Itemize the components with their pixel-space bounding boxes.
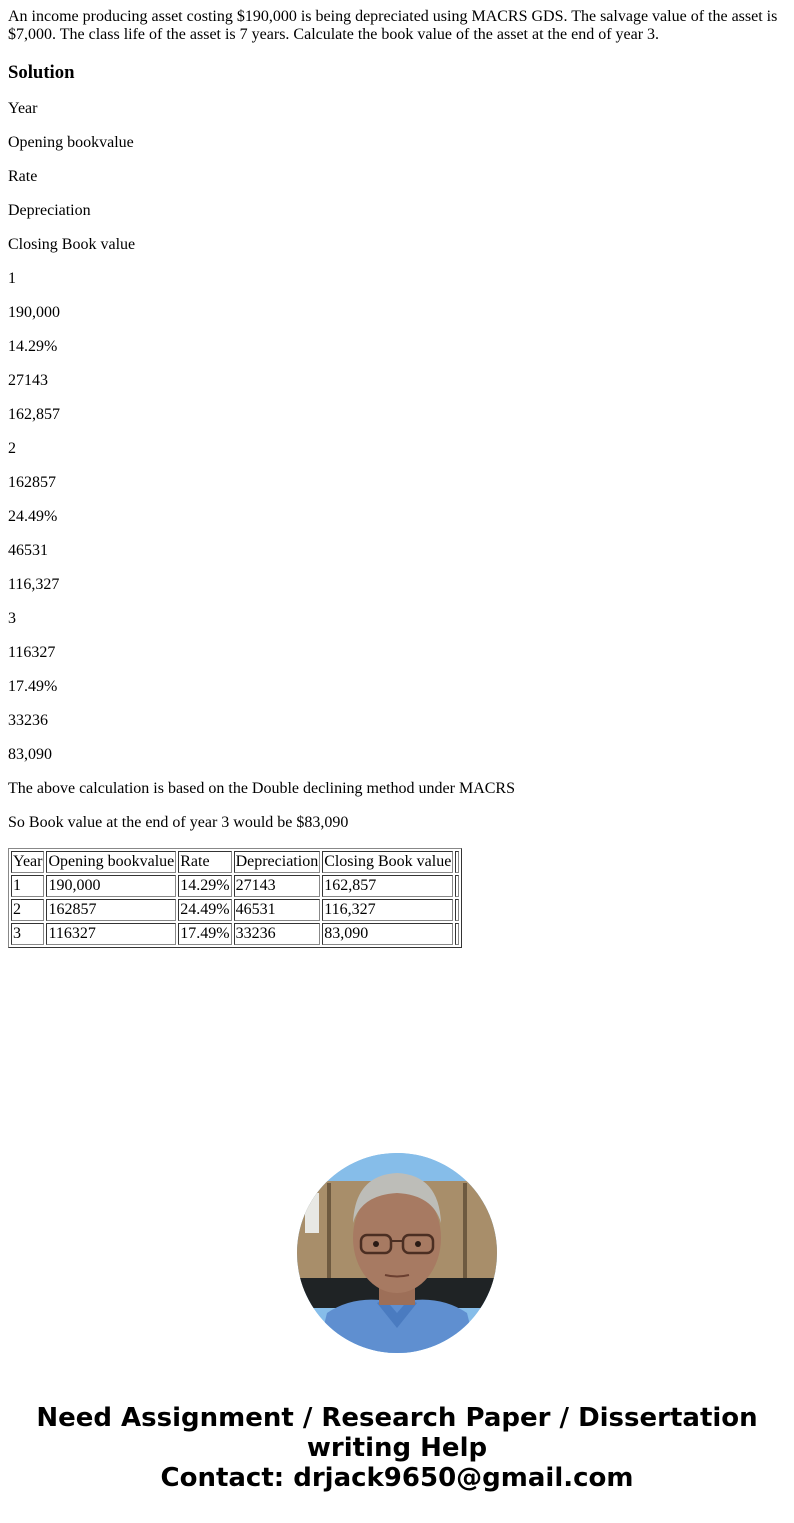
table-cell: 83,090 xyxy=(322,923,453,945)
solution-line: 2 xyxy=(8,440,16,457)
solution-lines xyxy=(8,100,786,832)
table-cell: 17.49% xyxy=(178,923,231,945)
solution-line: 17.49% xyxy=(8,678,58,695)
solution-line: Closing Book value xyxy=(8,236,136,253)
solution-line: Year xyxy=(8,100,38,117)
solution-line: 190,000 xyxy=(8,304,60,321)
empty-cell xyxy=(455,899,459,921)
solution-line: 116327 xyxy=(8,644,56,661)
table-cell: 116,327 xyxy=(322,899,453,921)
contact-banner xyxy=(0,1403,794,1493)
table-row xyxy=(11,875,459,897)
solution-line: 27143 xyxy=(8,372,48,389)
empty-cell xyxy=(455,923,459,945)
solution-line: 3 xyxy=(8,610,16,627)
solution-line: Rate xyxy=(8,168,38,185)
table-row xyxy=(11,923,459,945)
final-answer: So Book value at the end of year 3 would be $83,090 xyxy=(8,814,349,831)
table-cell: 190,000 xyxy=(46,875,176,897)
contact-email: Contact: drjack9650@gmail.com xyxy=(160,1463,634,1493)
table-cell: 14.29% xyxy=(178,875,231,897)
portrait-image xyxy=(297,1153,497,1353)
table-cell: 24.49% xyxy=(178,899,231,921)
solution-line: 116,327 xyxy=(8,576,60,593)
table-cell: 162,857 xyxy=(322,875,453,897)
empty-cell xyxy=(455,851,459,873)
table-row xyxy=(11,899,459,921)
author-avatar xyxy=(297,1153,497,1353)
table-header-cell: Closing Book value xyxy=(322,851,453,873)
solution-line: Depreciation xyxy=(8,202,91,219)
table-cell: 1 xyxy=(11,875,44,897)
table-header-cell: Year xyxy=(11,851,44,873)
solution-line: 33236 xyxy=(8,712,48,729)
table-cell: 116327 xyxy=(46,923,176,945)
method-note: The above calculation is based on the Double declining method under MACRS xyxy=(8,780,515,797)
solution-line: 24.49% xyxy=(8,508,58,525)
table-header-cell: Depreciation xyxy=(234,851,321,873)
banner-line-1: Need Assignment / Research Paper / Dissertation xyxy=(36,1403,758,1433)
banner-line-2: writing Help xyxy=(306,1433,488,1463)
table-header-cell: Opening bookvalue xyxy=(46,851,176,873)
solution-line: 14.29% xyxy=(8,338,58,355)
table-cell: 3 xyxy=(11,923,44,945)
solution-line: 162857 xyxy=(8,474,56,491)
solution-line: 1 xyxy=(8,270,16,287)
table-cell: 46531 xyxy=(234,899,321,921)
solution-line: Opening bookvalue xyxy=(8,134,134,151)
table-cell: 33236 xyxy=(234,923,321,945)
table-header-row xyxy=(11,851,459,873)
solution-line: 162,857 xyxy=(8,406,60,423)
solution-line: 46531 xyxy=(8,542,48,559)
question-text: An income producing asset costing $190,000 is being depreciated using MACRS GDS. The salvage value of the asset is $7,000. The class life of the asset is 7 years. Calculate the book value of the asset at the end of year 3. xyxy=(8,8,778,43)
empty-cell xyxy=(455,875,459,897)
solution-heading: Solution xyxy=(8,62,75,83)
table-cell: 2 xyxy=(11,899,44,921)
table-cell: 27143 xyxy=(234,875,321,897)
table-header-cell: Rate xyxy=(178,851,231,873)
table-cell: 162857 xyxy=(46,899,176,921)
depreciation-table xyxy=(8,848,462,948)
solution-line: 83,090 xyxy=(8,746,52,763)
